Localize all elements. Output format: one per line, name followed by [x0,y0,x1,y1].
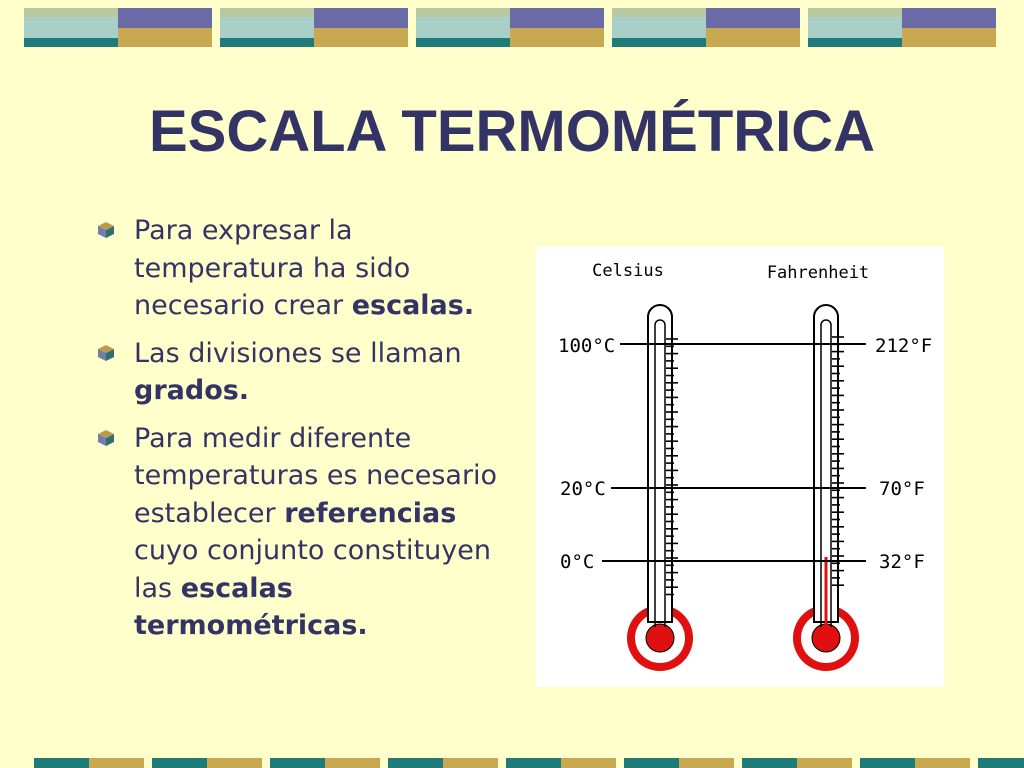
band-tile [808,8,996,47]
thermometer-diagram [536,247,944,687]
band-tile [416,8,604,47]
band-cell [416,8,510,17]
band-cell [510,28,604,38]
top-decorative-band [0,8,1024,48]
band-tile [152,758,262,768]
band-cell [978,758,1024,768]
band-cell [220,28,314,38]
band-cell [220,8,314,17]
band-cell [24,8,118,17]
band-tile [34,758,144,768]
band-cell [118,28,212,38]
band-tile [624,758,734,768]
bullet-item [96,420,516,645]
band-cell [89,758,144,768]
fahrenheit-ref-room: 70°F [879,478,925,500]
celsius-ref-freezing: 0°C [560,551,595,573]
band-cell [808,28,902,38]
band-tile [978,758,1024,768]
band-tile [24,8,212,47]
band-cell [220,17,314,28]
bullet-text-run: Las divisiones se llaman [134,337,462,369]
band-cell [808,38,902,47]
band-tile [742,758,852,768]
band-cell [612,38,706,47]
band-cell [207,758,262,768]
band-cell [902,28,996,38]
bullet-marker-icon [96,428,116,448]
band-cell [561,758,616,768]
band-cell [24,17,118,28]
band-cell [902,38,996,47]
band-cell [118,38,212,47]
band-tile [612,8,800,47]
band-cell [416,17,510,28]
bottom-decorative-band [0,758,1024,768]
band-cell [679,758,734,768]
band-cell [706,38,800,47]
band-cell [797,758,852,768]
celsius-bulb-core [646,624,674,652]
bullet-text-bold: escalas. [351,290,475,321]
celsius-label: Celsius [592,261,664,281]
band-cell [314,8,408,17]
bullet-text [134,338,462,407]
band-cell [808,17,902,28]
bullet-marker-icon [96,220,116,240]
bullet-text [134,423,497,642]
fahrenheit-bulb-core [812,624,840,652]
bullet-marker-icon [96,343,116,363]
celsius-ref-boiling: 100°C [558,335,616,357]
bullet-text-bold: grados. [134,375,250,406]
bullet-text-run: cuyo conjunto constituyen las [134,535,491,604]
band-cell [314,28,408,38]
band-cell [706,17,800,28]
fahrenheit-ref-freezing: 32°F [879,551,925,573]
band-cell [706,8,800,17]
band-cell [742,758,797,768]
fahrenheit-ref-boiling: 212°F [875,335,933,357]
band-cell [510,38,604,47]
band-cell [314,38,408,47]
thermometer-scales-figure [536,247,944,687]
band-cell [510,17,604,28]
bullet-text-bold: escalas termométricas. [134,572,368,641]
band-cell [612,28,706,38]
band-cell [612,17,706,28]
slide-title: ESCALA TERMOMÉTRICA [148,99,876,164]
band-tile [270,758,380,768]
band-cell [902,8,996,17]
band-cell [34,758,89,768]
bullet-text-bold: referencias [284,497,457,529]
band-cell [612,8,706,17]
bullet-text-run: Para expresar la temperatura ha sido necesario crear [134,215,411,321]
band-cell [808,8,902,17]
band-cell [314,17,408,28]
bullet-text-run: Para medir diferente temperaturas es necesario establecer [134,422,498,529]
band-cell [24,28,118,38]
band-cell [118,8,212,17]
band-cell [443,758,498,768]
band-cell [325,758,380,768]
bullet-list [96,212,516,655]
band-cell [220,38,314,47]
band-cell [624,758,679,768]
band-cell [915,758,970,768]
band-tile [388,758,498,768]
band-cell [506,758,561,768]
band-cell [118,17,212,28]
bullet-item [96,212,516,325]
bullet-item [96,335,516,410]
fahrenheit-label: Fahrenheit [766,263,870,283]
band-tile [860,758,970,768]
band-tile [506,758,616,768]
band-cell [416,38,510,47]
celsius-ref-room: 20°C [560,478,606,500]
band-cell [860,758,915,768]
band-cell [152,758,207,768]
band-cell [270,758,325,768]
fahrenheit-ticks [832,337,844,585]
band-tile [220,8,408,47]
band-cell [902,17,996,28]
band-cell [388,758,443,768]
bullet-text [134,215,474,321]
band-cell [706,28,800,38]
band-cell [24,38,118,47]
band-cell [416,28,510,38]
band-cell [510,8,604,17]
